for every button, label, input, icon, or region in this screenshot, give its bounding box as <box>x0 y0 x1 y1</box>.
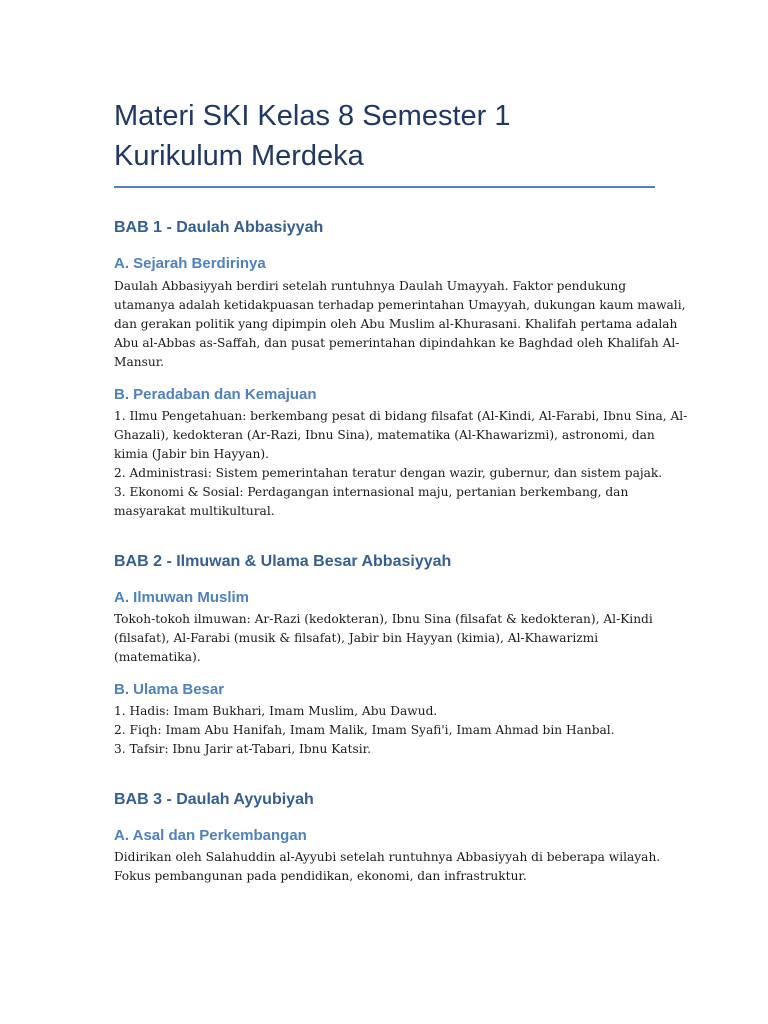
title-line: Kurikulum Merdeka <box>114 140 364 172</box>
text-line: Daulah Abbasiyyah berdiri setelah runtuhnya Daulah Umayyah. Faktor pendukung <box>114 279 627 293</box>
text-line: Abu al-Abbas as-Saffah, dan pusat pemerintahan dipindahkan ke Baghdad oleh Khalifah Al- <box>114 336 680 350</box>
text-line: Tokoh-tokoh ilmuwan: Ar-Razi (kedokteran), Ibnu Sina (filsafat & kedokteran), Al-Kindi <box>114 612 653 626</box>
chapter-heading: BAB 1 - Daulah Abbasiyyah <box>114 219 324 236</box>
text-line: Mansur. <box>114 355 165 369</box>
section-paragraph <box>114 277 686 372</box>
title-line: Materi SKI Kelas 8 Semester 1 <box>114 100 511 132</box>
document-title <box>114 96 656 176</box>
text-line: 3. Tafsir: Ibnu Jarir at-Tabari, Ibnu Katsir. <box>114 742 371 756</box>
text-line: 2. Fiqh: Imam Abu Hanifah, Imam Malik, Imam Syafi'i, Imam Ahmad bin Hanbal. <box>114 723 615 737</box>
chapter-heading: BAB 2 - Ilmuwan & Ulama Besar Abbasiyyah <box>114 553 452 570</box>
section-heading: A. Asal dan Perkembangan <box>114 827 307 844</box>
text-line: Ghazali), kedokteran (Ar-Razi, Ibnu Sina), matematika (Al-Khawarizmi), astronomi, dan <box>114 428 655 442</box>
text-line: Didirikan oleh Salahuddin al-Ayyubi setelah runtuhnya Abbasiyyah di beberapa wilayah. <box>114 850 661 864</box>
text-line: kimia (Jabir bin Hayyan). <box>114 447 270 461</box>
text-line: (matematika). <box>114 650 201 664</box>
title-underline <box>114 186 655 188</box>
chapter-heading: BAB 3 - Daulah Ayyubiyah <box>114 791 314 808</box>
section-heading: B. Peradaban dan Kemajuan <box>114 386 317 403</box>
text-line: 1. Hadis: Imam Bukhari, Imam Muslim, Abu Dawud. <box>114 704 438 718</box>
section-paragraph <box>114 407 688 521</box>
text-line: Fokus pembangunan pada pendidikan, ekonomi, dan infrastruktur. <box>114 869 527 883</box>
text-line: 3. Ekonomi & Sosial: Perdagangan internasional maju, pertanian berkembang, dan <box>114 485 629 499</box>
document-body <box>114 96 688 886</box>
text-line: (filsafat), Al-Farabi (musik & filsafat), Jabir bin Hayyan (kimia), Al-Khawarizmi <box>114 631 599 645</box>
text-line: utamanya adalah ketidakpuasan terhadap pemerintahan Umayyah, dukungan kaum mawali, <box>114 298 686 312</box>
text-line: masyarakat multikultural. <box>114 504 275 518</box>
section-paragraph <box>114 610 656 667</box>
section-heading: A. Ilmuwan Muslim <box>114 589 250 606</box>
text-line: 2. Administrasi: Sistem pemerintahan teratur dengan wazir, gubernur, dan sistem pajak. <box>114 466 663 480</box>
section-paragraph <box>114 702 656 759</box>
section-heading: B. Ulama Besar <box>114 681 225 698</box>
text-line: dan gerakan politik yang dipimpin oleh Abu Muslim al-Khurasani. Khalifah pertama adalah <box>114 317 678 331</box>
section-paragraph <box>114 848 661 886</box>
text-line: 1. Ilmu Pengetahuan: berkembang pesat di bidang filsafat (Al-Kindi, Al-Farabi, Ibnu Sina, Al- <box>114 409 688 423</box>
section-heading: A. Sejarah Berdirinya <box>114 255 266 272</box>
